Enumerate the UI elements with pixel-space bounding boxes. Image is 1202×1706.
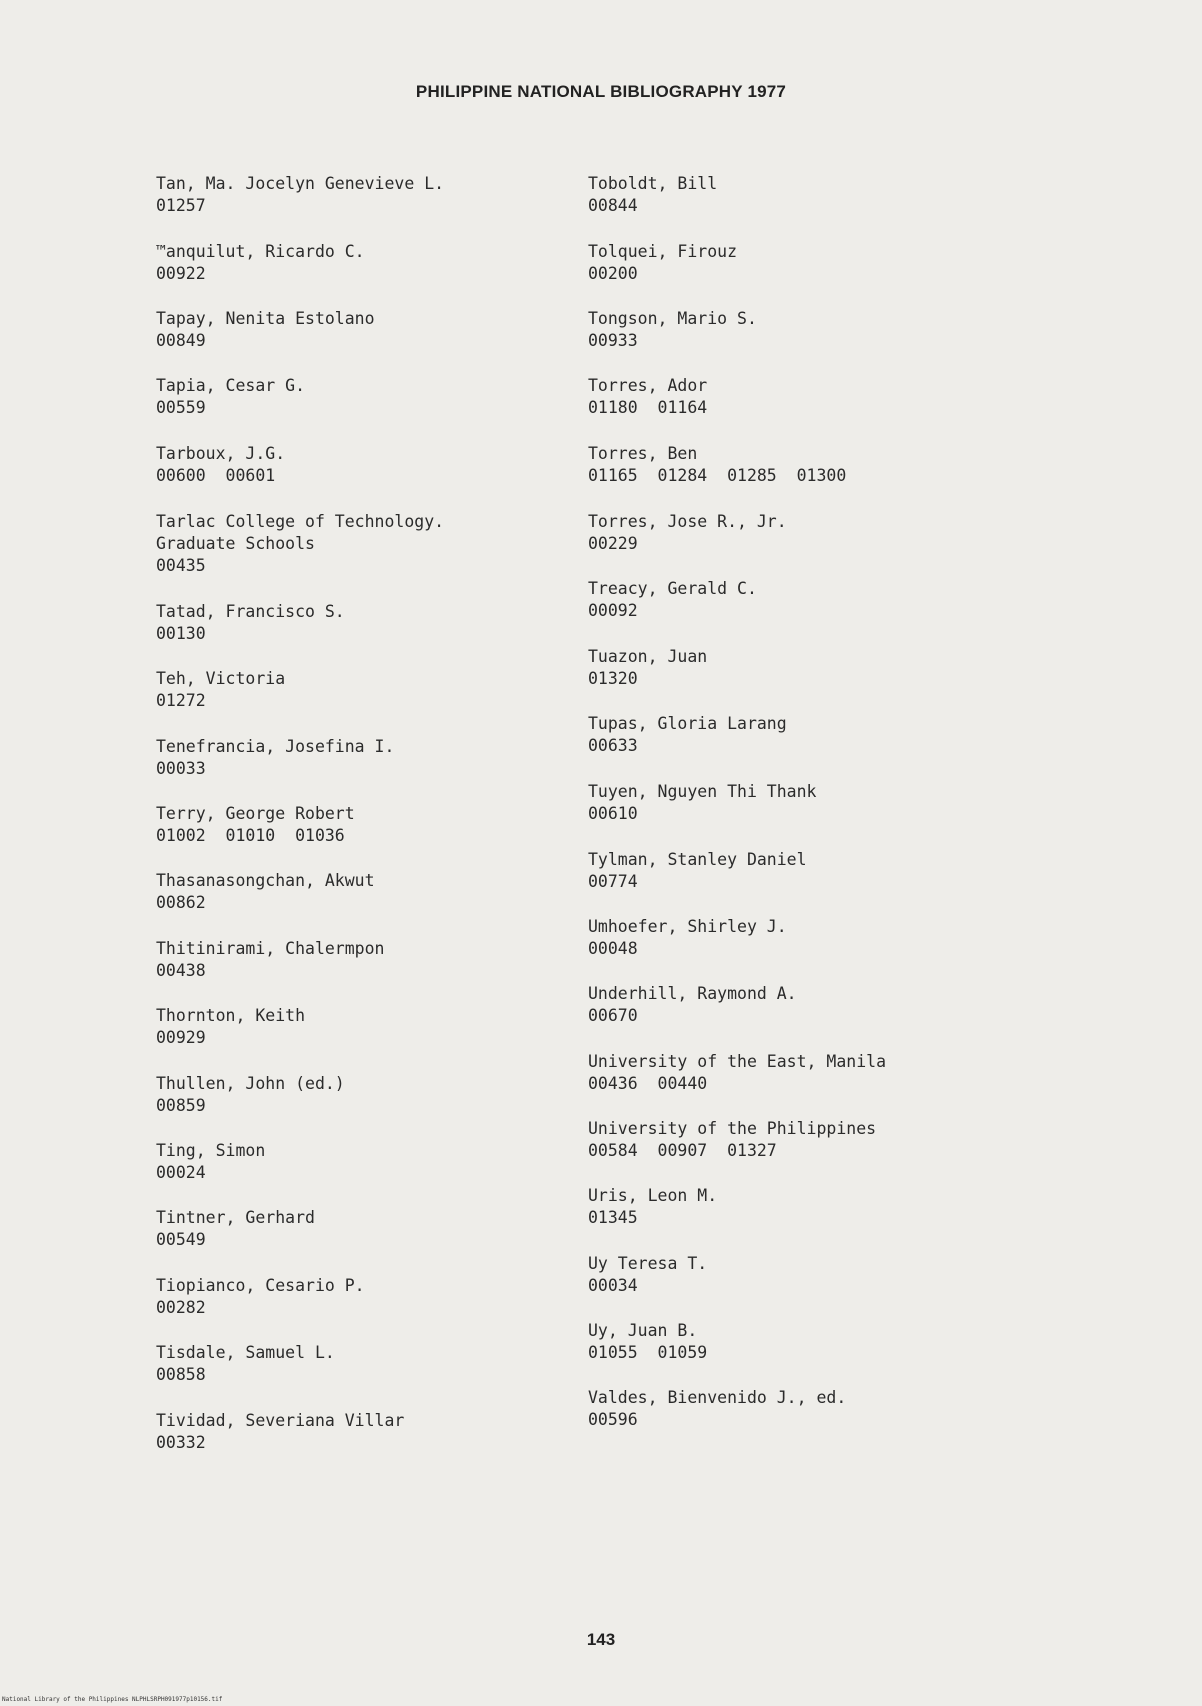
- entry-numbers: 00048: [588, 939, 638, 958]
- bibliography-entry: [156, 241, 365, 285]
- entry-numbers: 01165 01284 01285 01300: [588, 466, 847, 485]
- entry-numbers: 01180 01164: [588, 398, 708, 417]
- bibliography-entry: [156, 938, 384, 982]
- entry-numbers: 00774: [588, 872, 638, 891]
- entry-numbers: 01002 01010 01036: [156, 826, 345, 845]
- entry-name: Tongson, Mario S.: [588, 309, 757, 328]
- entry-name: Teh, Victoria: [156, 669, 286, 688]
- entry-numbers: 00024: [156, 1163, 206, 1182]
- entry-name: Torres, Ador: [588, 376, 708, 395]
- entry-name: Tarboux, J.G.: [156, 444, 286, 463]
- bibliography-entry: [588, 173, 717, 217]
- entry-name: Tapia, Cesar G.: [156, 376, 306, 395]
- bibliography-entry: [156, 1073, 345, 1117]
- bibliography-entry: [156, 1410, 404, 1454]
- entry-numbers: 00670: [588, 1006, 638, 1025]
- bibliography-entry: [156, 870, 375, 914]
- bibliography-entry: [588, 1320, 707, 1364]
- entry-numbers: 00633: [588, 736, 638, 755]
- entry-name: ™anquilut, Ricardo C.: [156, 242, 365, 261]
- entry-numbers: 00862: [156, 893, 206, 912]
- entry-numbers: 00033: [156, 759, 206, 778]
- scan-footer: National Library of the Philippines NLPHLSRPH091977p10156.tif: [2, 1696, 223, 1703]
- entry-name: Tolquei, Firouz: [588, 242, 738, 261]
- entry-name: Treacy, Gerald C.: [588, 579, 757, 598]
- entry-name: Tatad, Francisco S.: [156, 602, 345, 621]
- entry-name: Tupas, Gloria Larang: [588, 714, 787, 733]
- entry-numbers: 00600 00601: [156, 466, 276, 485]
- page-number: 143: [586, 1630, 616, 1649]
- entry-name: Thullen, John (ed.): [156, 1074, 345, 1093]
- bibliography-entry: [156, 1342, 335, 1386]
- bibliography-entry: [588, 916, 787, 960]
- bibliography-entry: [588, 1387, 846, 1431]
- entry-numbers: 00929: [156, 1028, 206, 1047]
- entry-numbers: 00933: [588, 331, 638, 350]
- entry-name: Tarlac College of Technology.: [156, 512, 445, 531]
- entry-numbers: 00922: [156, 264, 206, 283]
- entry-name: Tylman, Stanley Daniel: [588, 850, 807, 869]
- entry-numbers: 00438: [156, 961, 206, 980]
- bibliography-entry: [156, 308, 375, 352]
- bibliography-entry: [156, 601, 345, 645]
- entry-numbers: 00849: [156, 331, 206, 350]
- entry-numbers: 01257: [156, 196, 206, 215]
- entry-numbers: 00596: [588, 1410, 638, 1429]
- entry-name: Torres, Ben: [588, 444, 698, 463]
- entry-numbers: 00610: [588, 804, 638, 823]
- entry-name: Thasanasongchan, Akwut: [156, 871, 375, 890]
- bibliography-entry: [588, 578, 757, 622]
- entry-name: Tuyen, Nguyen Thi Thank: [588, 782, 817, 801]
- entry-name: Tenefrancia, Josefina I.: [156, 737, 395, 756]
- bibliography-entry: [588, 443, 846, 487]
- bibliography-entry: [588, 983, 797, 1027]
- entry-name: Tapay, Nenita Estolano: [156, 309, 375, 328]
- entry-numbers: 00859: [156, 1096, 206, 1115]
- bibliography-entry: [588, 1051, 886, 1095]
- entry-numbers: 00858: [156, 1365, 206, 1384]
- entry-numbers: 00034: [588, 1276, 638, 1295]
- bibliography-entry: [588, 781, 816, 825]
- entry-name: Uris, Leon M.: [588, 1186, 718, 1205]
- entry-subheading: Graduate Schools: [156, 534, 315, 553]
- bibliography-entry: [588, 308, 757, 352]
- entry-name: Tan, Ma. Jocelyn Genevieve L.: [156, 174, 445, 193]
- entry-numbers: 00844: [588, 196, 638, 215]
- entry-numbers: 00584 00907 01327: [588, 1141, 777, 1160]
- entry-name: Tisdale, Samuel L.: [156, 1343, 335, 1362]
- entry-numbers: 00282: [156, 1298, 206, 1317]
- bibliography-entry: [588, 1118, 876, 1162]
- entry-numbers: 00200: [588, 264, 638, 283]
- page-title: PHILIPPINE NATIONAL BIBLIOGRAPHY 1977: [415, 82, 787, 101]
- entry-name: Thitinirami, Chalermpon: [156, 939, 385, 958]
- bibliography-entry: [156, 736, 394, 780]
- entry-name: Toboldt, Bill: [588, 174, 718, 193]
- entry-numbers: 00436 00440: [588, 1074, 708, 1093]
- entry-numbers: 01055 01059: [588, 1343, 708, 1362]
- bibliography-entry: [156, 1140, 265, 1184]
- bibliography-entry: [588, 375, 707, 419]
- entry-numbers: 00092: [588, 601, 638, 620]
- bibliography-entry: [156, 1207, 315, 1251]
- bibliography-entry: [588, 646, 707, 690]
- entry-name: Tuazon, Juan: [588, 647, 708, 666]
- entry-name: Tiopianco, Cesario P.: [156, 1276, 365, 1295]
- entry-numbers: 01272: [156, 691, 206, 710]
- entry-numbers: 00559: [156, 398, 206, 417]
- entry-numbers: 00549: [156, 1230, 206, 1249]
- entry-numbers: 00332: [156, 1433, 206, 1452]
- entry-numbers: 00130: [156, 624, 206, 643]
- entry-name: Umhoefer, Shirley J.: [588, 917, 787, 936]
- bibliography-entry: [156, 803, 355, 847]
- entry-name: University of the East, Manila: [588, 1052, 887, 1071]
- entry-numbers: 00435: [156, 556, 206, 575]
- entry-name: Underhill, Raymond A.: [588, 984, 797, 1003]
- entry-name: Valdes, Bienvenido J., ed.: [588, 1388, 847, 1407]
- bibliography-entry: [156, 1275, 365, 1319]
- bibliography-entry: [156, 1005, 305, 1049]
- bibliography-entry: [156, 511, 444, 577]
- entry-name: Tividad, Severiana Villar: [156, 1411, 405, 1430]
- entry-numbers: 01320: [588, 669, 638, 688]
- entry-name: University of the Philippines: [588, 1119, 877, 1138]
- bibliography-entry: [588, 713, 787, 757]
- entry-numbers: 00229: [588, 534, 638, 553]
- bibliography-entry: [156, 375, 305, 419]
- entry-name: Uy, Juan B.: [588, 1321, 698, 1340]
- entry-name: Torres, Jose R., Jr.: [588, 512, 787, 531]
- entry-name: Tintner, Gerhard: [156, 1208, 315, 1227]
- entry-numbers: 01345: [588, 1208, 638, 1227]
- entry-name: Ting, Simon: [156, 1141, 266, 1160]
- bibliography-entry: [156, 173, 444, 217]
- entry-name: Thornton, Keith: [156, 1006, 306, 1025]
- bibliography-entry: [588, 1185, 717, 1229]
- entry-name: Terry, George Robert: [156, 804, 355, 823]
- entry-name: Uy Teresa T.: [588, 1254, 708, 1273]
- bibliography-entry: [588, 241, 737, 285]
- bibliography-entry: [588, 1253, 707, 1297]
- bibliography-entry: [588, 849, 807, 893]
- bibliography-entry: [588, 511, 787, 555]
- bibliography-entry: [156, 443, 285, 487]
- bibliography-entry: [156, 668, 285, 712]
